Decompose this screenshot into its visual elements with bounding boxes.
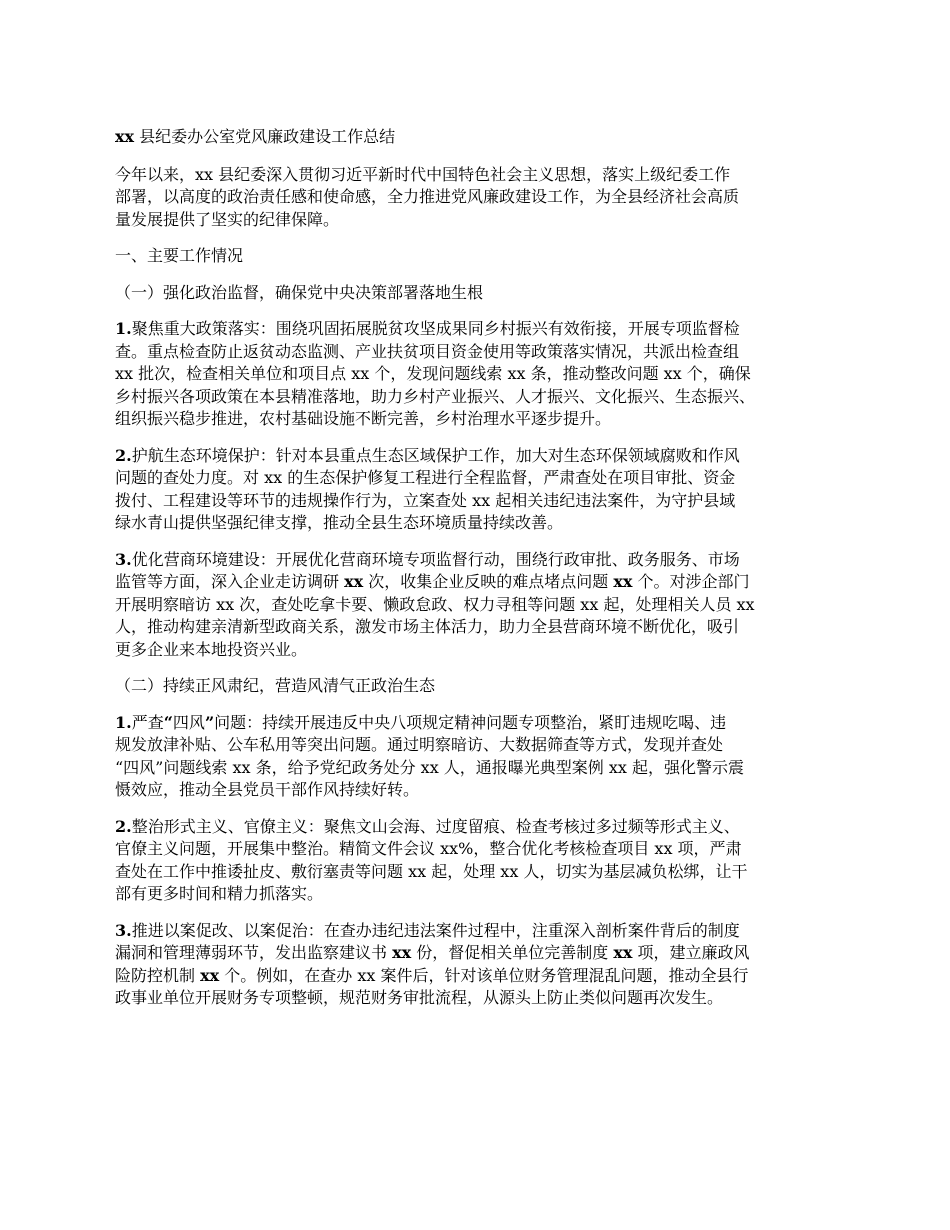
text-line xyxy=(115,571,850,594)
section-heading-1 xyxy=(115,245,850,268)
text-line xyxy=(115,734,850,757)
text-run: 项，建立廉政风 xyxy=(632,943,750,962)
text-run: 政事业单位开展财务专项整顿，规范财务审批流程，从源头上防止类似问题再次发生。 xyxy=(115,988,724,1007)
item-2-1 xyxy=(115,712,850,802)
subsection-heading-1 xyxy=(115,282,850,305)
text-run: 官僚主义问题，开展集中整治。精简文件会议 xx%，整合优化考核检查项目 xx 项，严肃 xyxy=(115,839,742,858)
bold-text: xx xyxy=(200,965,220,985)
text-line xyxy=(115,341,850,364)
text-run: 严查 xyxy=(131,712,164,732)
text-line xyxy=(115,757,850,780)
text-run: 量发展提供了坚实的纪律保障。 xyxy=(115,209,340,229)
bold-text: 3. xyxy=(115,920,132,940)
text-run: 拨付、工程建设等环节的违规操作行为，立案查处 xx 起相关违纪违法案件，为守护县域 xyxy=(115,490,736,510)
text-line xyxy=(115,616,850,639)
text-run: “四风”问题线索 xx 条，给予党纪政务处分 xx 人，通报曝光典型案例 xx 起，强化警示震 xyxy=(115,757,745,777)
text-line xyxy=(115,942,850,965)
item-2-3 xyxy=(115,920,850,1010)
bold-text: 1. xyxy=(115,712,132,732)
text-line xyxy=(115,675,850,698)
item-1-1 xyxy=(115,318,850,431)
text-run: 漏洞和管理薄弱环节，发出监察建议书 xyxy=(115,943,393,962)
text-run: （一）强化政治监督，确保党中央决策部署落地生根 xyxy=(115,282,484,302)
text-run: 份，督促相关单位完善制度 xyxy=(411,943,614,962)
bold-text: xx xyxy=(344,572,364,591)
text-line xyxy=(115,408,850,431)
text-run: 聚焦重大政策落实：围绕巩固拓展脱贫攻坚成果同乡村振兴有效衔接，开展专项监督检 xyxy=(131,319,740,338)
text-run: 更多企业来本地投资兴业。 xyxy=(115,639,308,659)
text-run: 绿水青山提供坚强纪律支撑，推动全县生态环境质量持续改善。 xyxy=(115,513,564,532)
text-line xyxy=(115,549,850,572)
text-line xyxy=(115,987,850,1010)
text-run: xx 批次，检查相关单位和项目点 xx 个，发现问题线索 xx 条，推动整改问题 xx 个，确保 xyxy=(115,364,751,383)
text-line xyxy=(115,861,850,884)
text-run: 个。对涉企部门 xyxy=(632,572,750,591)
text-run: 问题的查处力度。对 xx 的生态保护修复工程进行全程监督，严肃查处在项目审批、资金 xyxy=(115,468,736,487)
text-run: 开展明察暗访 xx 次，查处吃拿卡要、懒政怠政、权力寻租等问题 xx 起，处理相关人员 xx xyxy=(115,594,755,614)
text-line xyxy=(115,816,850,839)
bold-text: xx xyxy=(613,943,633,962)
bold-text: xx xyxy=(613,572,633,591)
text-line xyxy=(115,965,850,988)
text-line xyxy=(115,712,850,735)
text-line xyxy=(115,467,850,490)
text-run: 查处在工作中推诿扯皮、敷衍塞责等问题 xx 起，处理 xx 人，切实为基层减负松绑，让干 xyxy=(115,861,748,881)
bold-text: 2. xyxy=(115,816,132,836)
text-run: 四风 xyxy=(172,712,205,732)
text-run: 监管等方面，深入企业走访调研 xyxy=(115,572,345,591)
text-line xyxy=(115,386,850,409)
text-run: 优化营商环境建设：开展优化营商环境专项监督行动，围绕行政审批、政务服务、市场 xyxy=(131,549,740,569)
text-run: 人，推动构建亲清新型政商关系，激发市场主体活力，助力全县营商环境不断优化，吸引 xyxy=(115,617,740,636)
text-line xyxy=(115,363,850,386)
text-run: 部有更多时间和精力抓落实。 xyxy=(115,884,324,903)
text-run: 护航生态环境保护：针对本县重点生态区域保护工作，加大对生态环保领域腐败和作风 xyxy=(131,445,740,465)
document-title xyxy=(115,126,850,149)
text-run: 规发放津补贴、公车私用等突出问题。通过明察暗访、大数据筛查等方式，发现并查处 xyxy=(115,735,724,754)
text-run: 险防控机制 xyxy=(115,965,201,985)
text-run: 整治形式主义、官僚主义：聚焦文山会海、过度留痕、检查考核过多过频等形式主义、 xyxy=(131,816,740,836)
text-line xyxy=(115,164,850,187)
item-1-3 xyxy=(115,549,850,662)
text-line xyxy=(115,639,850,662)
subsection-heading-2 xyxy=(115,675,850,698)
document-page xyxy=(115,126,850,1010)
item-1-2 xyxy=(115,445,850,535)
item-2-2 xyxy=(115,816,850,906)
bold-text: “ xyxy=(163,712,173,732)
text-run: 慑效应，推动全县党员干部作风持续好转。 xyxy=(115,780,420,799)
text-run: 今年以来，xx 县纪委深入贯彻习近平新时代中国特色社会主义思想，落实上级纪委工作 xyxy=(115,164,731,184)
text-line xyxy=(115,920,850,943)
text-run: （二）持续正风肃纪，营造风清气正政治生态 xyxy=(115,676,436,695)
text-line xyxy=(115,186,850,209)
text-run: 部署，以高度的政治责任感和使命感，全力推进党风廉政建设工作，为全县经济社会高质 xyxy=(115,187,740,206)
text-run: 乡村振兴各项政策在本县精准落地，助力乡村产业振兴、人才振兴、文化振兴、生态振兴、 xyxy=(115,386,756,406)
bold-text: xx xyxy=(392,943,412,962)
text-line xyxy=(115,594,850,617)
text-line xyxy=(115,490,850,513)
text-line xyxy=(115,318,850,341)
bold-text: ” xyxy=(204,712,215,732)
intro-paragraph xyxy=(115,164,850,232)
text-run: 推进以案促改、以案促治：在查办违纪违法案件过程中，注重深入剖析案件背后的制度 xyxy=(131,920,740,940)
text-run: 次，收集企业反映的难点堵点问题 xyxy=(363,572,614,591)
bold-text: 3. xyxy=(115,549,132,569)
text-line xyxy=(115,245,850,268)
text-run: 一、主要工作情况 xyxy=(115,246,244,265)
text-line xyxy=(115,126,850,149)
text-run: 县纪委办公室党风廉政建设工作总结 xyxy=(134,127,396,146)
text-run: 问题：持续开展违反中央八项规定精神问题专项整治，紧盯违规吃喝、违 xyxy=(214,712,727,732)
bold-text: 2. xyxy=(115,445,132,465)
text-line xyxy=(115,838,850,861)
text-line xyxy=(115,209,850,232)
text-run: 查。重点检查防止返贫动态监测、产业扶贫项目资金使用等政策落实情况，共派出检查组 xyxy=(115,341,740,361)
text-run: 个。例如，在查办 xx 案件后，针对该单位财务管理混乱问题，推动全县行 xyxy=(219,965,749,985)
bold-text: xx xyxy=(115,127,135,146)
text-line xyxy=(115,883,850,906)
text-line xyxy=(115,445,850,468)
bold-text: 1. xyxy=(115,319,132,338)
text-line xyxy=(115,282,850,305)
text-line xyxy=(115,779,850,802)
text-run: 组织振兴稳步推进，农村基础设施不断完善，乡村治理水平逐步提升。 xyxy=(115,409,612,428)
text-line xyxy=(115,512,850,535)
